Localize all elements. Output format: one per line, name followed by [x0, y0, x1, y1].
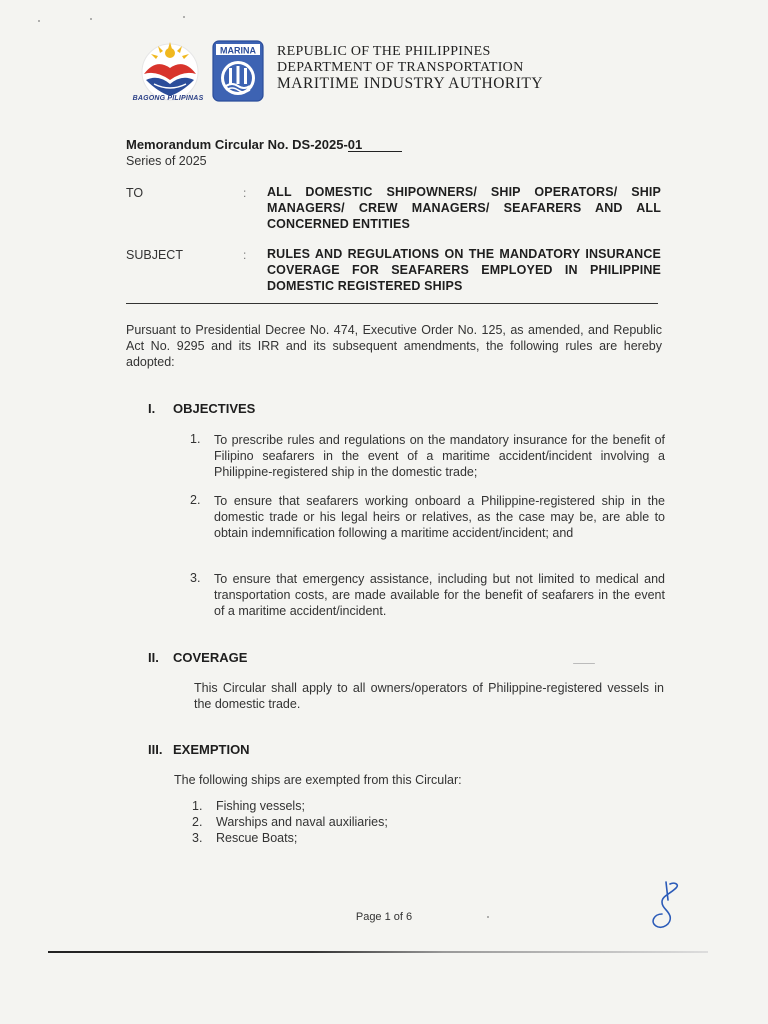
list-item: [192, 830, 388, 846]
coverage-paragraph: This Circular shall apply to all owners/operators of Philippine-registered vessels in the domestic trade.: [194, 681, 664, 711]
objective-text: To ensure that emergency assistance, including but not limited to medical and transportation costs, are made available for the benefit of seafarers in the event of a maritime accident/incident.: [214, 572, 665, 618]
to-colon: :: [243, 186, 247, 200]
objective-text: To prescribe rules and regulations on the mandatory insurance for the benefit of Filipino seafarers in the event of a maritime accident/incident involving a Philippine-registered ship in the domestic trade;: [214, 433, 665, 479]
svg-text:MARINA: MARINA: [220, 45, 256, 56]
bagong-pilipinas-logo-text: BAGONG PILIPINAS: [132, 95, 204, 102]
agency-line-authority: MARITIME INDUSTRY AUTHORITY: [277, 75, 544, 92]
exemption-list: [192, 798, 388, 846]
scan-speck: [487, 916, 489, 918]
footer-divider: [48, 951, 708, 953]
list-item-number: 1.: [192, 799, 203, 813]
memo-number: 01: [348, 139, 402, 152]
list-item-text: Rescue Boats;: [216, 831, 298, 845]
section-objectives-numeral: I.: [148, 401, 156, 416]
intro-paragraph: Pursuant to Presidential Decree No. 474, Executive Order No. 125, as amended, and Republic Act No. 9295 and its IRR and its subsequent amendments, the following rules are hereby adopted:: [126, 323, 662, 369]
list-item: [192, 814, 388, 830]
section-objectives-title: OBJECTIVES: [173, 401, 256, 416]
memo-series: Series of 2025: [126, 154, 207, 168]
objective-item: [190, 493, 665, 541]
scan-speck: [90, 18, 92, 20]
objective-item: [190, 432, 665, 480]
handwritten-initials: [640, 880, 686, 932]
heading-divider: [126, 303, 658, 304]
to-label: TO: [126, 186, 144, 200]
section-exemption-heading: [148, 742, 250, 757]
objective-text: To ensure that seafarers working onboard a Philippine-registered ship in the domestic trade or his legal heirs or relatives, as the case may be, are able to obtain indemnification following a maritime accident/incident; and: [214, 494, 665, 540]
list-item-number: 2.: [192, 815, 203, 829]
objective-item: [190, 571, 665, 619]
objective-number: 3.: [190, 571, 201, 585]
scan-speck: [183, 16, 185, 18]
agency-header: [277, 44, 543, 92]
list-item-number: 3.: [192, 831, 203, 845]
exemption-intro: The following ships are exempted from this Circular:: [174, 773, 462, 787]
scan-speck: [38, 20, 40, 22]
marina-seal-logo: [212, 40, 264, 102]
agency-line-department: DEPARTMENT OF TRANSPORTATION: [277, 60, 524, 75]
scan-speck: [573, 663, 595, 664]
section-exemption-title: EXEMPTION: [173, 742, 250, 757]
section-coverage-heading: [148, 650, 247, 665]
to-value: ALL DOMESTIC SHIPOWNERS/ SHIP OPERATORS/ SHIP MANAGERS/ CREW MANAGERS/ SEAFARERS AND ALL CONCERNED ENTITIES: [267, 185, 661, 231]
memo-title-prefix: Memorandum Circular No. DS-2025-: [126, 137, 348, 152]
section-coverage-title: COVERAGE: [173, 650, 248, 665]
subject-colon: :: [243, 248, 247, 262]
objective-number: 1.: [190, 432, 201, 446]
agency-line-republic: REPUBLIC OF THE PHILIPPINES: [277, 44, 491, 59]
subject-label: SUBJECT: [126, 248, 183, 262]
list-item-text: Fishing vessels;: [216, 799, 305, 813]
section-objectives-heading: [148, 401, 255, 416]
list-item: [192, 798, 388, 814]
page-number: Page 1 of 6: [355, 911, 413, 923]
section-exemption-numeral: III.: [148, 742, 163, 757]
section-coverage-numeral: II.: [148, 650, 159, 665]
objective-number: 2.: [190, 493, 201, 507]
subject-value: RULES AND REGULATIONS ON THE MANDATORY INSURANCE COVERAGE FOR SEAFARERS EMPLOYED IN PHILIPPINE DOMESTIC REGISTERED SHIPS: [267, 247, 661, 293]
list-item-text: Warships and naval auxiliaries;: [216, 815, 388, 829]
memo-title: [126, 137, 402, 152]
